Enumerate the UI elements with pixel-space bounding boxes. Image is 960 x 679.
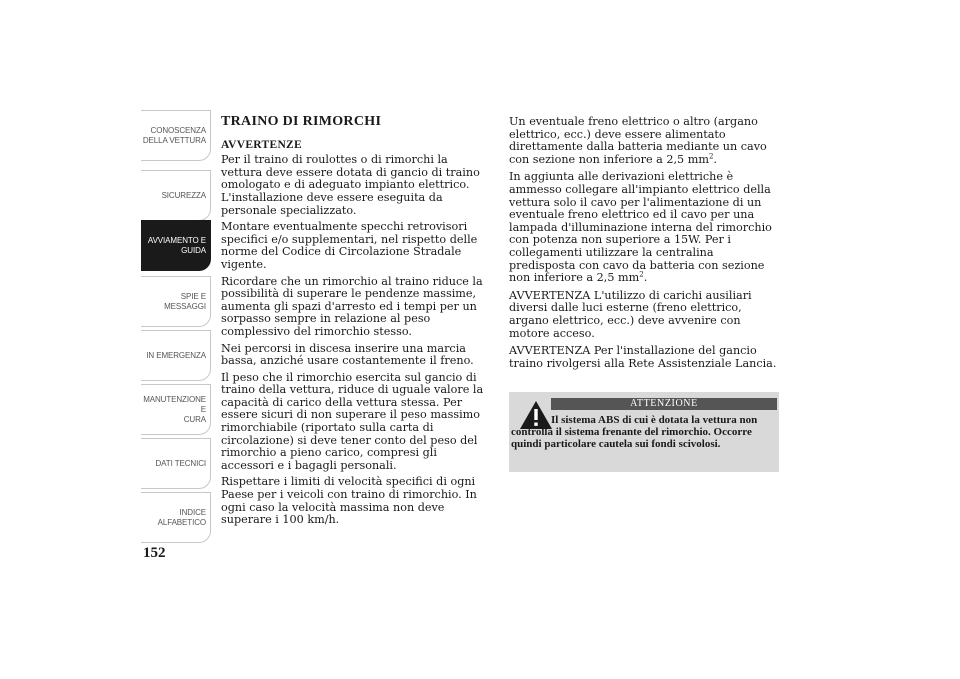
sidebar-item-label: DELLA VETTURA <box>142 135 206 145</box>
section-title: TRAINO DI RIMORCHI <box>221 114 382 129</box>
paragraph: In aggiunta alle derivazioni elettriche è ammesso collegare all'impianto elettrico della vettura solo il cavo per l'alimentazione di un eventuale freno elettrico ed il cavo per una lampada d'illuminazione interna del rimorchio con potenza non superiore a 15W. Per i collegamenti utilizzare la centralina predisposta con cavo da batteria con sezione non inferiore a 2,5 $mm^2$. <box>509 170 772 285</box>
sidebar-item-label: AVVIAMENTO E <box>147 235 206 245</box>
sidebar-item-in-emergenza[interactable] <box>141 330 211 381</box>
sidebar-item-sicurezza[interactable] <box>141 170 211 221</box>
warning-label: ATTENZIONE <box>551 398 777 410</box>
paragraph: Un eventuale freno elettrico o altro (argano elettrico, ecc.) deve essere alimentato direttamente dalla batteria mediante un cavo con sezione non inferiore a 2,5 $mm^2$. <box>509 115 767 166</box>
page-number: 152 <box>143 545 166 561</box>
sidebar-item-label: SPIE E MESSAGGI <box>164 291 206 311</box>
sidebar-item-indice-alfabetico[interactable] <box>141 492 211 543</box>
superscript: 2 <box>639 270 644 279</box>
sidebar-item-label: MANUTENZIONE E <box>143 394 206 414</box>
sidebar-item-label: INDICE <box>179 507 206 517</box>
paragraph: Ricordare che un rimorchio al traino riduce la possibilità di superare le pendenze massime, aumenta gli spazi d'arresto ed i tempi per un sorpasso sempre in relazione al peso complessivo del rimorchio stesso. <box>221 274 483 338</box>
sidebar-item-spie-e-messaggi[interactable] <box>141 276 211 327</box>
sidebar-item-label: ALFABETICO <box>157 517 206 527</box>
sidebar-item-conoscenza-della-vettura[interactable] <box>141 110 211 161</box>
sidebar-item-label: CONOSCENZA <box>150 125 206 135</box>
paragraph: Rispettare i limiti di velocità specifici di ogni Paese per i veicoli con traino di rimorchio. In ogni caso la velocità massima non deve superare i 100 km/h. <box>221 475 477 527</box>
warning-box <box>509 392 779 472</box>
paragraph: AVVERTENZA L'utilizzo di carichi ausiliari diversi dalle luci esterne (freno elettrico, argano elettrico, ecc.) deve avvenire con motore acceso. <box>509 288 752 340</box>
sidebar-item-label: DATI TECNICI <box>155 458 206 468</box>
right-column <box>509 116 781 472</box>
left-column <box>221 116 491 531</box>
superscript: 2 <box>708 152 714 161</box>
sidebar-item-label: GUIDA <box>181 245 206 255</box>
paragraph: AVVERTENZA Per l'installazione del gancio traino rivolgersi alla Rete Assistenziale Lancia. <box>509 344 777 370</box>
sidebar-item-label: IN EMERGENZA <box>146 350 206 360</box>
sidebar-item-label: CURA <box>183 414 206 424</box>
sidebar-item-label: SICUREZZA <box>161 190 206 200</box>
sidebar-item-avviamento-e-guida[interactable] <box>141 220 211 271</box>
paragraph: Per il traino di roulottes o di rimorchi la vettura deve essere dotata di gancio di traino omologato e di adeguato impianto elettrico. L'installazione deve essere eseguita da personale specializzato. <box>221 153 480 217</box>
paragraph: Il peso che il rimorchio esercita sul gancio di traino della vettura, riduce di uguale valore la capacità di carico della vettura stessa. Per essere sicuri di non superare il peso massimo rimorchiabile (riportato sulla carta di circolazione) si deve tener conto del peso del rimorchio a pieno carico, compresi gli accessori e i bagagli personali. <box>221 370 484 472</box>
sidebar-item-manutenzione-e-cura[interactable] <box>141 384 211 435</box>
warning-text: Il sistema ABS di cui è dotata la vettura non controlla il sistema frenante del rimorchio. Occorre quindi particolare cautela sui fondi scivolosi. <box>511 414 758 451</box>
subheading-avvertenze: AVVERTENZE <box>221 138 302 151</box>
sidebar-item-dati-tecnici[interactable] <box>141 438 211 489</box>
paragraph: Montare eventualmente specchi retrovisori specifici e/o supplementari, nel rispetto delle norme del Codice di Circolazione Stradale vigente. <box>221 220 478 271</box>
paragraph: Nei percorsi in discesa inserire una marcia bassa, anziché usare costantemente il freno. <box>221 341 474 368</box>
